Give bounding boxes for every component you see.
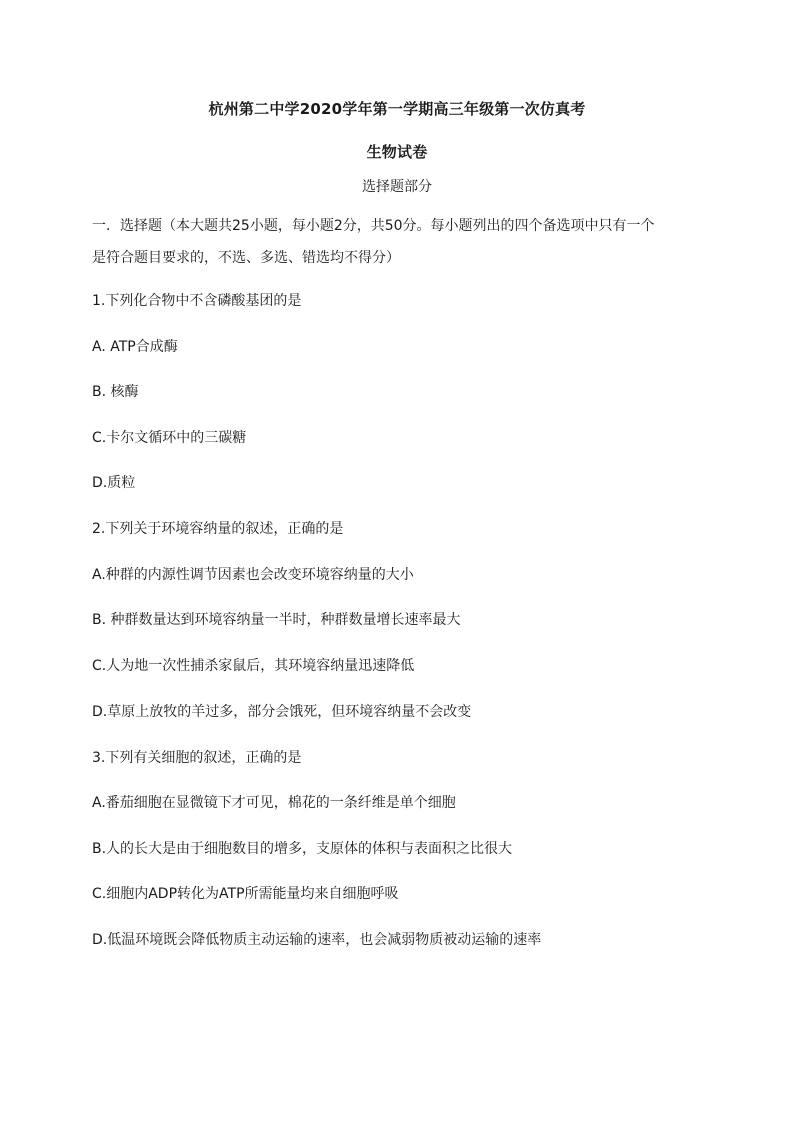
question-2-option-d: D.草原上放牧的羊过多，部分会饿死，但环境容纳量不会改变: [92, 704, 472, 720]
subject-title: 生物试卷: [366, 143, 428, 161]
question-1-option-d: D.质粒: [92, 475, 136, 491]
section-title: 选择题部分: [362, 179, 432, 195]
question-1-option-c: C.卡尔文循环中的三碳糖: [92, 430, 247, 446]
question-3-option-c: C.细胞内ADP转化为ATP所需能量均来自细胞呼吸: [92, 886, 399, 902]
instructions-line-2: 是符合题目要求的，不选、多选、错选均不得分）: [92, 250, 400, 266]
question-2-option-c: C.人为地一次性捕杀家鼠后，其环境容纳量迅速降低: [92, 658, 415, 674]
question-1-stem: 1.下列化合物中不含磷酸基团的是: [92, 293, 302, 309]
question-3-stem: 3.下列有关细胞的叙述，正确的是: [92, 750, 302, 766]
question-3-option-b: B.人的长大是由于细胞数目的增多，支原体的体积与表面积之比很大: [92, 841, 513, 857]
question-2-stem: 2.下列关于环境容纳量的叙述，正确的是: [92, 521, 344, 537]
question-3-option-a: A.番茄细胞在显微镜下才可见，棉花的一条纤维是单个细胞: [92, 795, 456, 811]
question-2-option-a: A.种群的内源性调节因素也会改变环境容纳量的大小: [92, 567, 414, 583]
question-1-option-a: A. ATP合成酶: [92, 339, 178, 355]
question-1-option-b: B. 核酶: [92, 384, 139, 400]
instructions-line-1: 一．选择题（本大题共25小题，每小题2分，共50分。每小题列出的四个备选项中只有一个: [92, 218, 655, 234]
question-2-option-b: B. 种群数量达到环境容纳量一半时，种群数量增长速率最大: [92, 612, 461, 628]
question-3-option-d: D.低温环境既会降低物质主动运输的速率，也会减弱物质被动运输的速率: [92, 932, 542, 948]
school-title: 杭州第二中学2020学年第一学期高三年级第一次仿真考: [208, 100, 586, 118]
